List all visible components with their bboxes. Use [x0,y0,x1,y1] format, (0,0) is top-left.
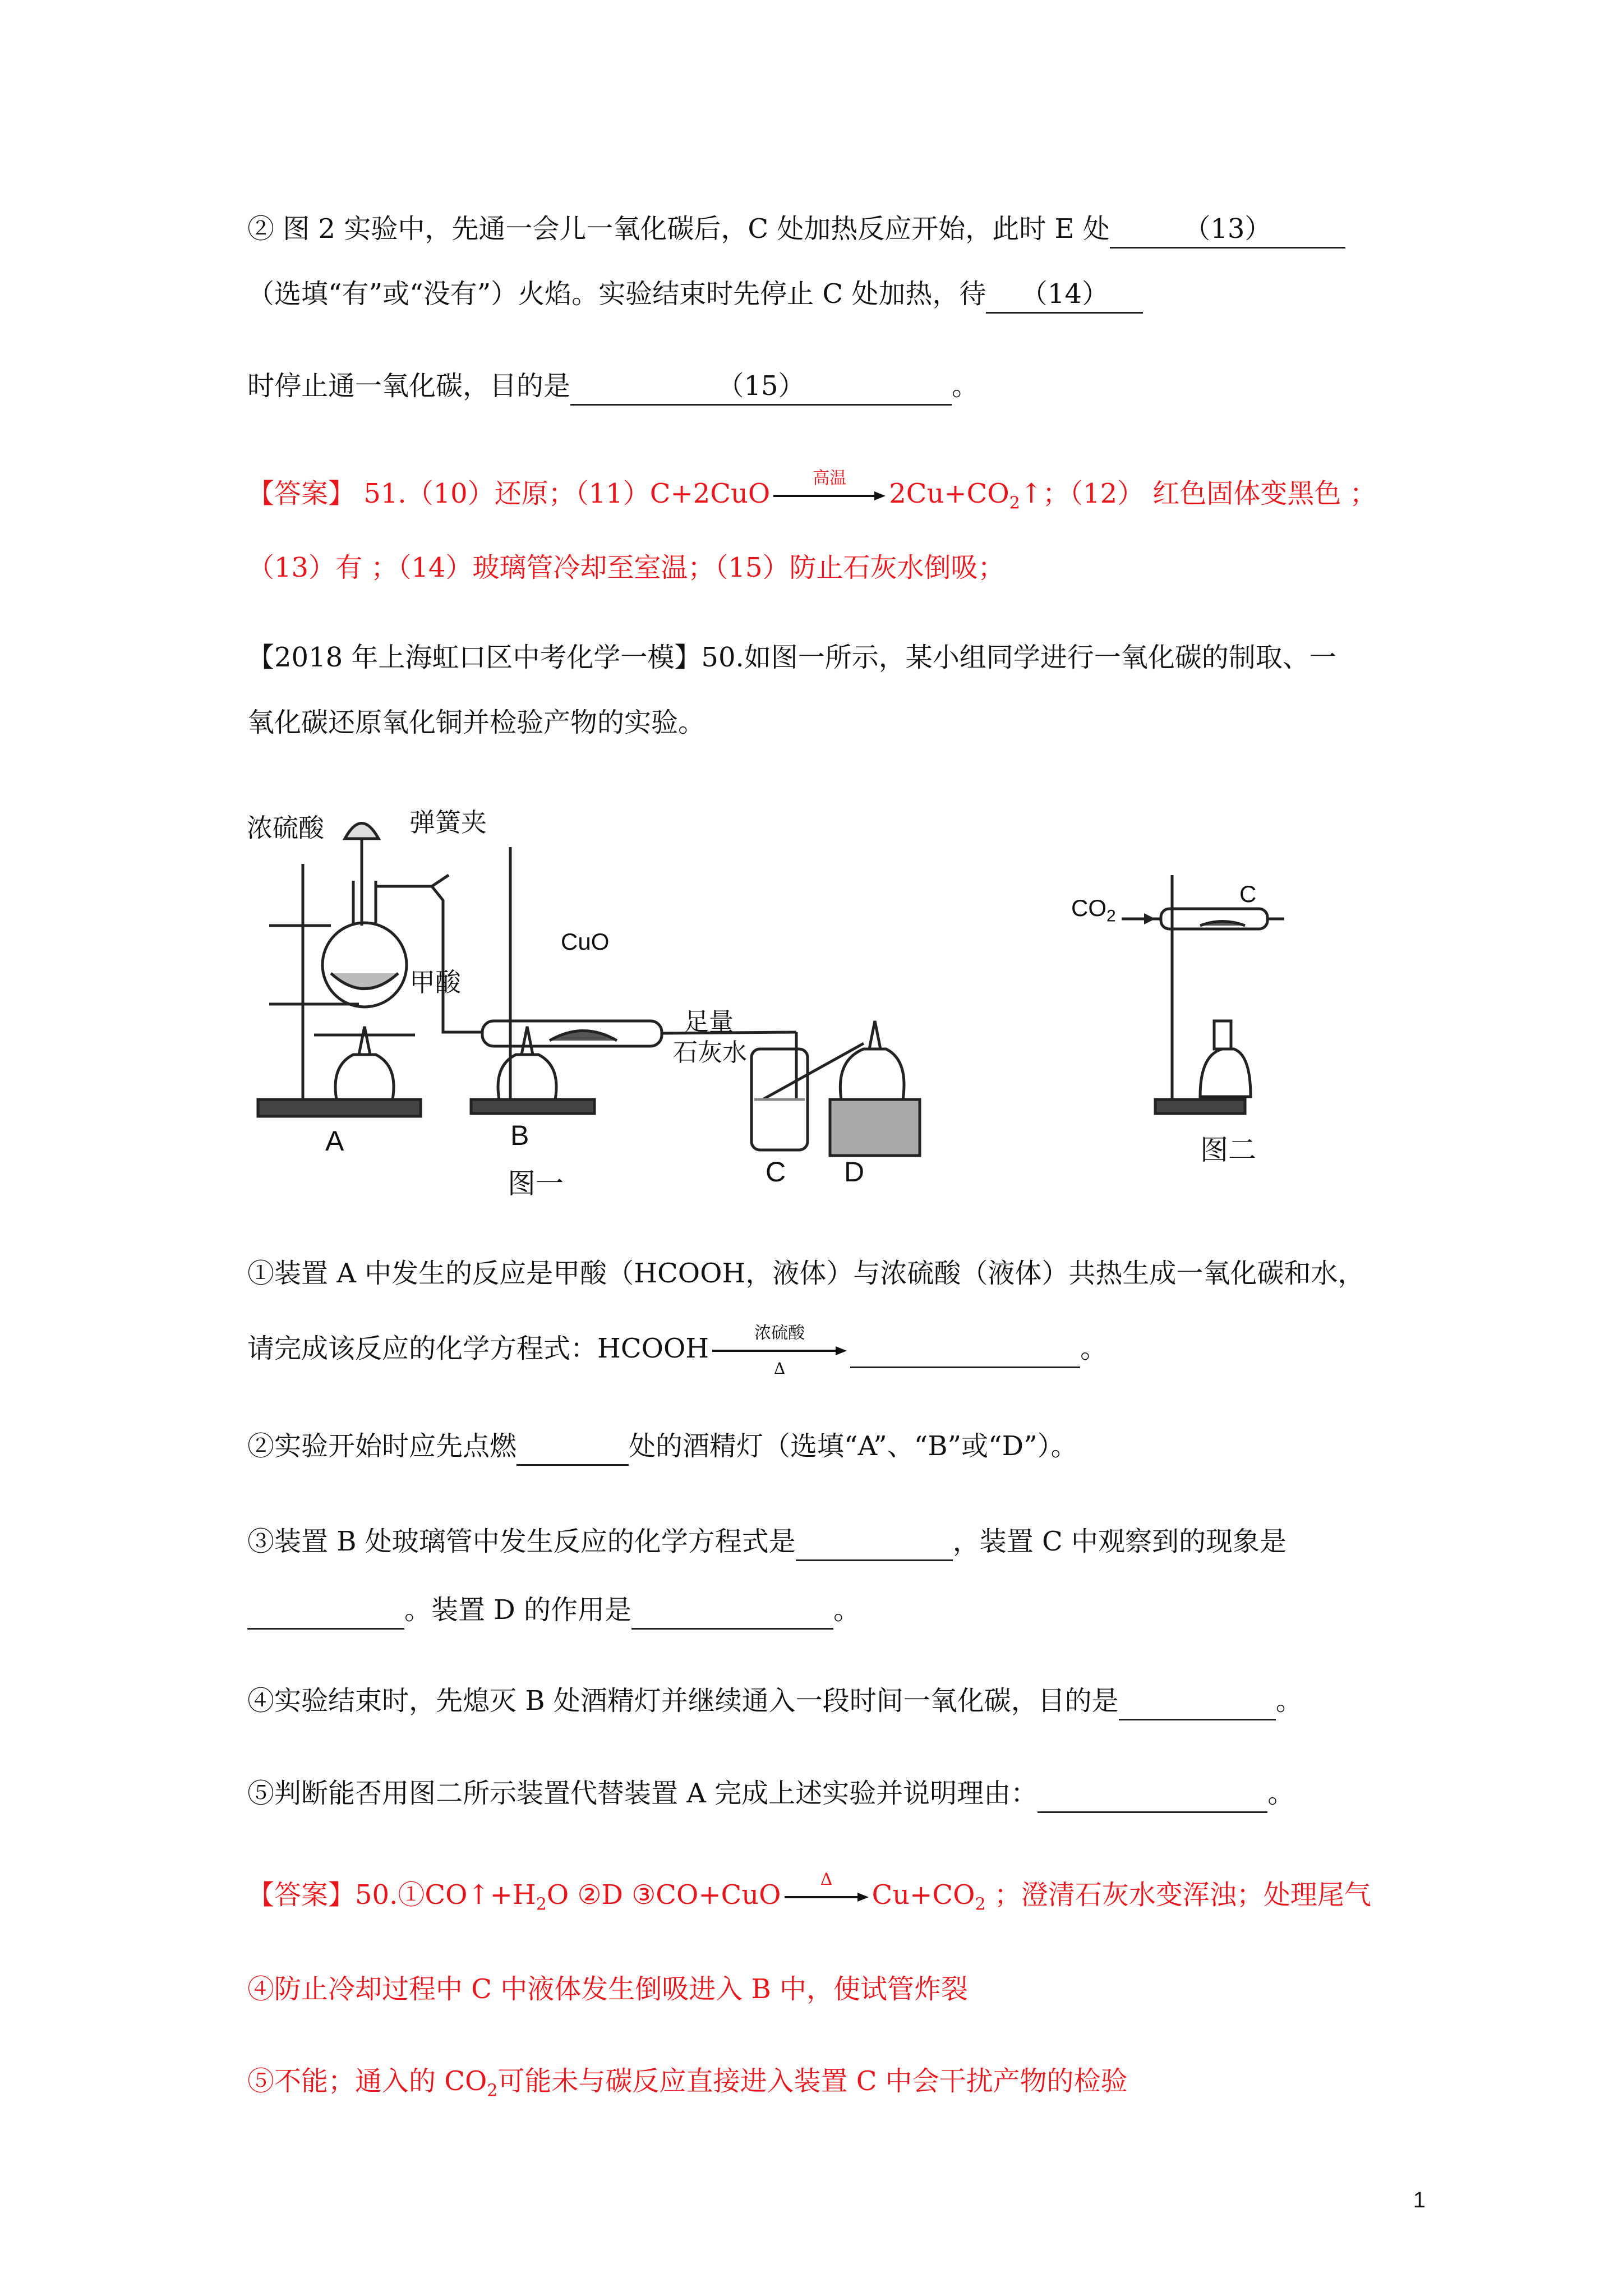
q51-text-2: （选填“有”或“没有”）火焰。实验结束时先停止 C 处加热，待 [247,278,986,310]
answer-blank [796,1524,953,1561]
reaction-arrow: Δ [785,1890,869,1904]
label-c: C [766,1156,786,1188]
q51-text-1: ② 图 2 实验中，先通一会儿一氧化碳后，C 处加热反应开始，此时 E 处 [247,213,1110,245]
question-3-line-1: ③装置 B 处玻璃管中发生反应的化学方程式是 ，装置 C 中观察到的现象是 [247,1524,1287,1561]
answer-label: 【答案】 [247,1879,356,1911]
label-a: A [325,1125,344,1157]
q50-intro-line-2: 氧化碳还原氧化铜并检验产物的实验。 [247,707,706,738]
q51-line-2 [247,276,1143,314]
label-formic-acid: 甲酸 [409,967,461,997]
label-co2-fig2: $CO_2$ [1071,895,1116,926]
reaction-arrow: 浓硫酸 Δ [712,1344,847,1358]
label-sufficient: 足量 [684,1007,734,1036]
label-spring-clip: 弹簧夹 [409,807,487,838]
label-c-fig2: C [1239,881,1257,907]
q51-line-1 [247,211,1345,249]
answer-51-line-1: 【答案】 51.（10）还原；（11）C+2CuO 高温 $2Cu+CO_2↑$；（12） 红色固体变黑色 ； [247,468,1377,513]
label-d: D [844,1156,865,1188]
label-b: B [510,1120,529,1151]
answer-51-line-2: （13）有 ；（14）玻璃管冷却至室温；（15）防止石灰水倒吸； [247,552,1005,583]
answer-blank [850,1331,1080,1368]
label-limewater: 石灰水 [673,1038,747,1067]
label-figure-1: 图一 [508,1167,564,1200]
q50-intro-line-1: 【2018 年上海虹口区中考化学一模】50.如图一所示，某小组同学进行一氧化碳的制取、一 [247,642,1336,673]
answer-50-line-2: ④防止冷却过程中 C 中液体发生倒吸进入 B 中，使试管炸裂 [247,1973,969,2005]
answer-blank [631,1592,833,1630]
page-number: 1 [1413,2188,1426,2212]
reaction-arrow: 高温 [773,489,886,503]
apparatus-figure [247,785,1340,1200]
q51-text-3: 时停止通一氧化碳，目的是 [247,370,571,402]
label-figure-2: 图二 [1200,1134,1256,1166]
answer-50-line-1: 【答案】$50.①CO↑+H_2O$ ②D ③CO+CuO Δ $Cu+CO_2$ ；澄清石灰水变浑浊；处理尾气 [247,1869,1371,1915]
question-3-line-2: 。装置 D 的作用是 。 [247,1592,860,1630]
question-1-line-2: 请完成该反应的化学方程式：HCOOH 浓硫酸 Δ 。 [247,1323,1108,1378]
label-conc-acid: 浓硫酸 [247,813,324,843]
answer-blank [1038,1775,1267,1813]
question-4: ④实验结束时，先熄灭 B 处酒精灯并继续通入一段时间一氧化碳，目的是 。 [247,1683,1303,1720]
answer-blank [247,1592,404,1630]
label-cuo: CuO [561,928,610,955]
answer-blank [1119,1683,1276,1720]
answer-blank [517,1428,629,1466]
question-1-line-1: ①装置 A 中发生的反应是甲酸（HCOOH，液体）与浓硫酸（液体）共热生成一氧化碳和水， [247,1258,1365,1289]
q51-blank-15: （15） [570,368,952,406]
answer-label: 【答案】 [247,478,356,509]
q51-blank-13: （13） [1110,211,1345,249]
question-5: ⑤判断能否用图二所示装置代替装置 A 完成上述实验并说明理由： 。 [247,1775,1294,1813]
q51-blank-14: （14） [986,276,1143,314]
q51-line-3: 时停止通一氧化碳，目的是 （15） 。 [247,368,979,406]
question-2: ②实验开始时应先点燃 处的酒精灯（选填“A”、“B”或“D”）。 [247,1428,1078,1466]
answer-50-line-3: ⑤不能；通入的 $CO_2$可能未与碳反应直接进入装置 C 中会干扰产物的检验 [247,2065,1128,2101]
